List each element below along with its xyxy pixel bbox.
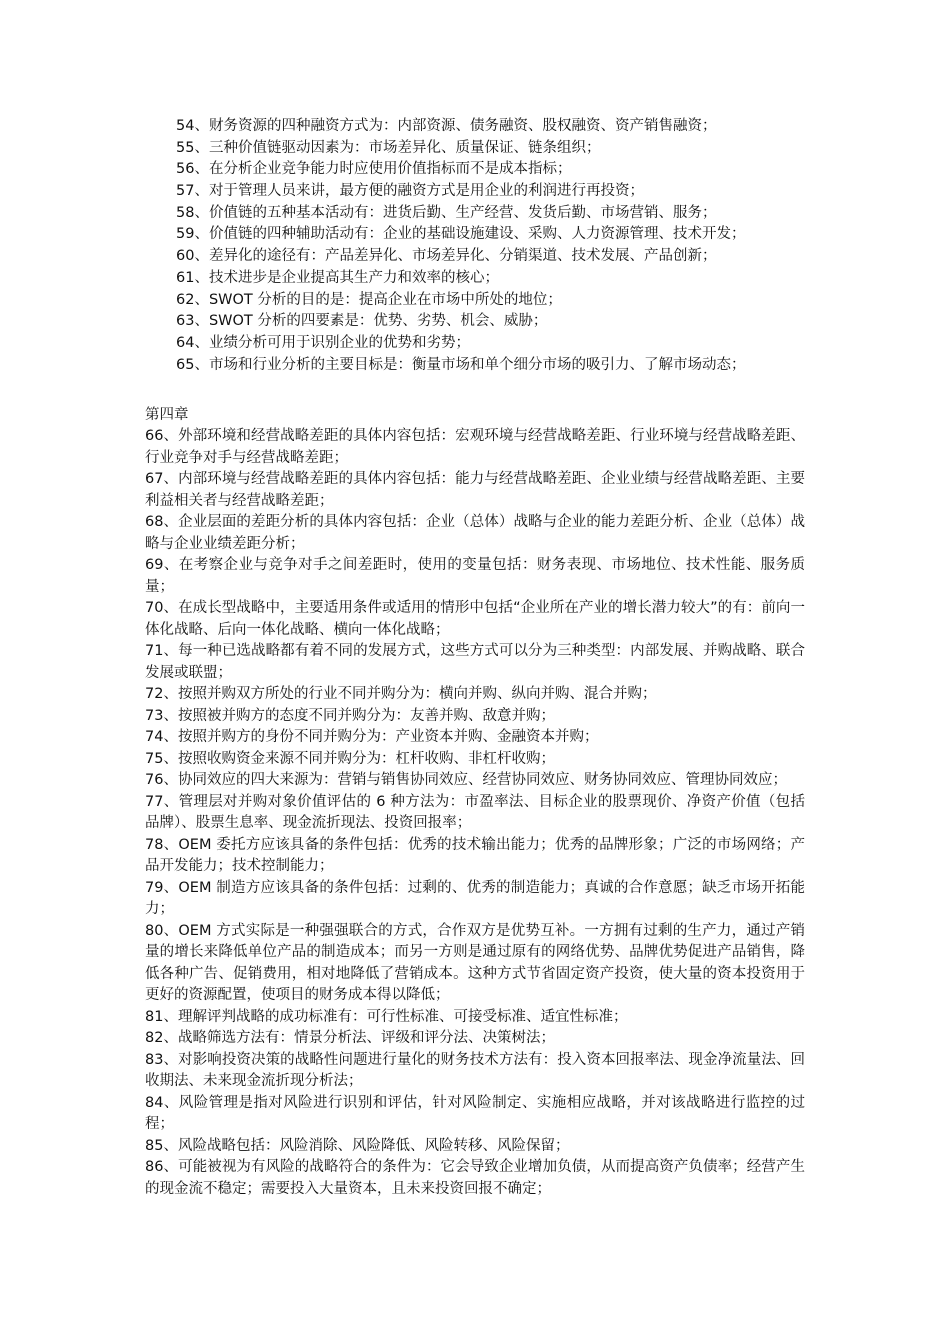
list-item: 63、SWOT 分析的四要素是：优势、劣势、机会、威胁；: [176, 313, 548, 330]
chapter-four-section: [145, 404, 805, 1200]
list-item: 62、SWOT 分析的目的是：提高企业在市场中所处的地位；: [176, 291, 562, 308]
list-item: 70、在成长型战略中，主要适用条件或适用的情形中包括“企业所在产业的增长潜力较大”的有：前向一体化战略、后向一体化战略、横向一体化战略；: [145, 600, 805, 638]
list-item: 80、OEM 方式实际是一种强强联合的方式，合作双方是优势互补。一方拥有过剩的生产力，通过产销量的增长来降低单位产品的制造成本；而另一方则是通过原有的网络优势、品牌优势促进产品销售，降低各种广告、促销费用，相对地降低了营销成本。这种方式节省固定资产投资，使大量的资本投资用于更好的资源配置，使项目的财务成本得以降低；: [145, 922, 805, 1003]
list-item: 74、按照并购方的身份不同并购分为：产业资本并购、金融资本并购；: [145, 729, 599, 745]
list-item: 77、管理层对并购对象价值评估的 6 种方法为：市盈率法、目标企业的股票现价、净资产价值（包括品牌）、股票生息率、现金流折现法、投资回报率；: [145, 793, 805, 831]
list-item: 59、价值链的四种辅助活动有：企业的基础设施建设、采购、人力资源管理、技术开发；: [176, 226, 746, 243]
list-item: 72、按照并购双方所处的行业不同并购分为：横向并购、纵向并购、混合并购；: [145, 686, 657, 702]
list-item: 66、外部环境和经营战略差距的具体内容包括：宏观环境与经营战略差距、行业环境与经营战略差距、行业竞争对手与经营战略差距；: [145, 428, 805, 466]
list-item: 76、协同效应的四大来源为：营销与销售协同效应、经营协同效应、财务协同效应、管理协同效应；: [145, 772, 787, 788]
list-item: 60、差异化的途径有：产品差异化、市场差异化、分销渠道、技术发展、产品创新；: [176, 248, 717, 265]
list-item: 82、战略筛选方法有：情景分析法、评级和评分法、决策树法；: [145, 1030, 555, 1046]
list-item: 55、三种价值链驱动因素为：市场差异化、质量保证、链条组织；: [176, 139, 601, 156]
list-item: 75、按照收购资金来源不同并购分为：杠杆收购、非杠杆收购；: [145, 750, 555, 767]
list-item: 86、可能被视为有风险的战略符合的条件为：它会导致企业增加负债，从而提高资产负债率；经营产生的现金流不稳定；需要投入大量资本，且未来投资回报不确定；: [145, 1159, 805, 1197]
list-item: 61、技术进步是企业提高其生产力和效率的核心；: [176, 269, 499, 286]
list-item: 83、对影响投资决策的战略性问题进行量化的财务技术方法有：投入资本回报率法、现金净流量法、回收期法、未来现金流折现分析法；: [145, 1051, 805, 1089]
list-item: 65、市场和行业分析的主要目标是：衡量市场和单个细分市场的吸引力、了解市场动态；: [176, 356, 746, 373]
list-item: 57、对于管理人员来讲，最方便的融资方式是用企业的利润进行再投资；: [176, 183, 644, 200]
list-item: 69、在考察企业与竞争对手之间差距时，使用的变量包括：财务表现、市场地位、技术性能、服务质量；: [145, 557, 805, 595]
list-item: 68、企业层面的差距分析的具体内容包括：企业（总体）战略与企业的能力差距分析、企业（总体）战略与企业业绩差距分析；: [145, 514, 805, 552]
list-item: 56、在分析企业竞争能力时应使用价值指标而不是成本指标；: [176, 161, 572, 178]
list-item: 79、OEM 制造方应该具备的条件包括：过剩的、优秀的制造能力；真诚的合作意愿；缺乏市场开拓能力；: [145, 879, 805, 917]
list-item: 71、每一种已选战略都有着不同的发展方式，这些方式可以分为三种类型：内部发展、并购战略、联合发展或联盟；: [145, 643, 805, 681]
list-item: 64、业绩分析可用于识别企业的优势和劣势；: [176, 334, 470, 351]
chapter-three-list: [176, 116, 816, 376]
list-item: 58、价值链的五种基本活动有：进货后勤、生产经营、发货后勤、市场营销、服务；: [176, 204, 717, 221]
list-item: 54、财务资源的四种融资方式为：内部资源、债务融资、股权融资、资产销售融资；: [176, 118, 717, 134]
list-item: 73、按照被并购方的态度不同并购分为：友善并购、敌意并购；: [145, 707, 555, 724]
list-item: 78、OEM 委托方应该具备的条件包括：优秀的技术输出能力；优秀的品牌形象；广泛的市场网络；产品开发能力；技术控制能力；: [145, 836, 805, 874]
chapter-title: 第四章: [145, 407, 189, 423]
list-item: 67、内部环境与经营战略差距的具体内容包括：能力与经营战略差距、企业业绩与经营战略差距、主要利益相关者与经营战略差距；: [145, 471, 805, 509]
list-item: 81、理解评判战略的成功标准有：可行性标准、可接受标准、适宜性标准；: [145, 1008, 628, 1025]
list-item: 85、风险战略包括：风险消除、风险降低、风险转移、风险保留；: [145, 1137, 570, 1154]
list-item: 84、风险管理是指对风险进行识别和评估，针对风险制定、实施相应战略，并对该战略进行监控的过程；: [145, 1094, 805, 1132]
